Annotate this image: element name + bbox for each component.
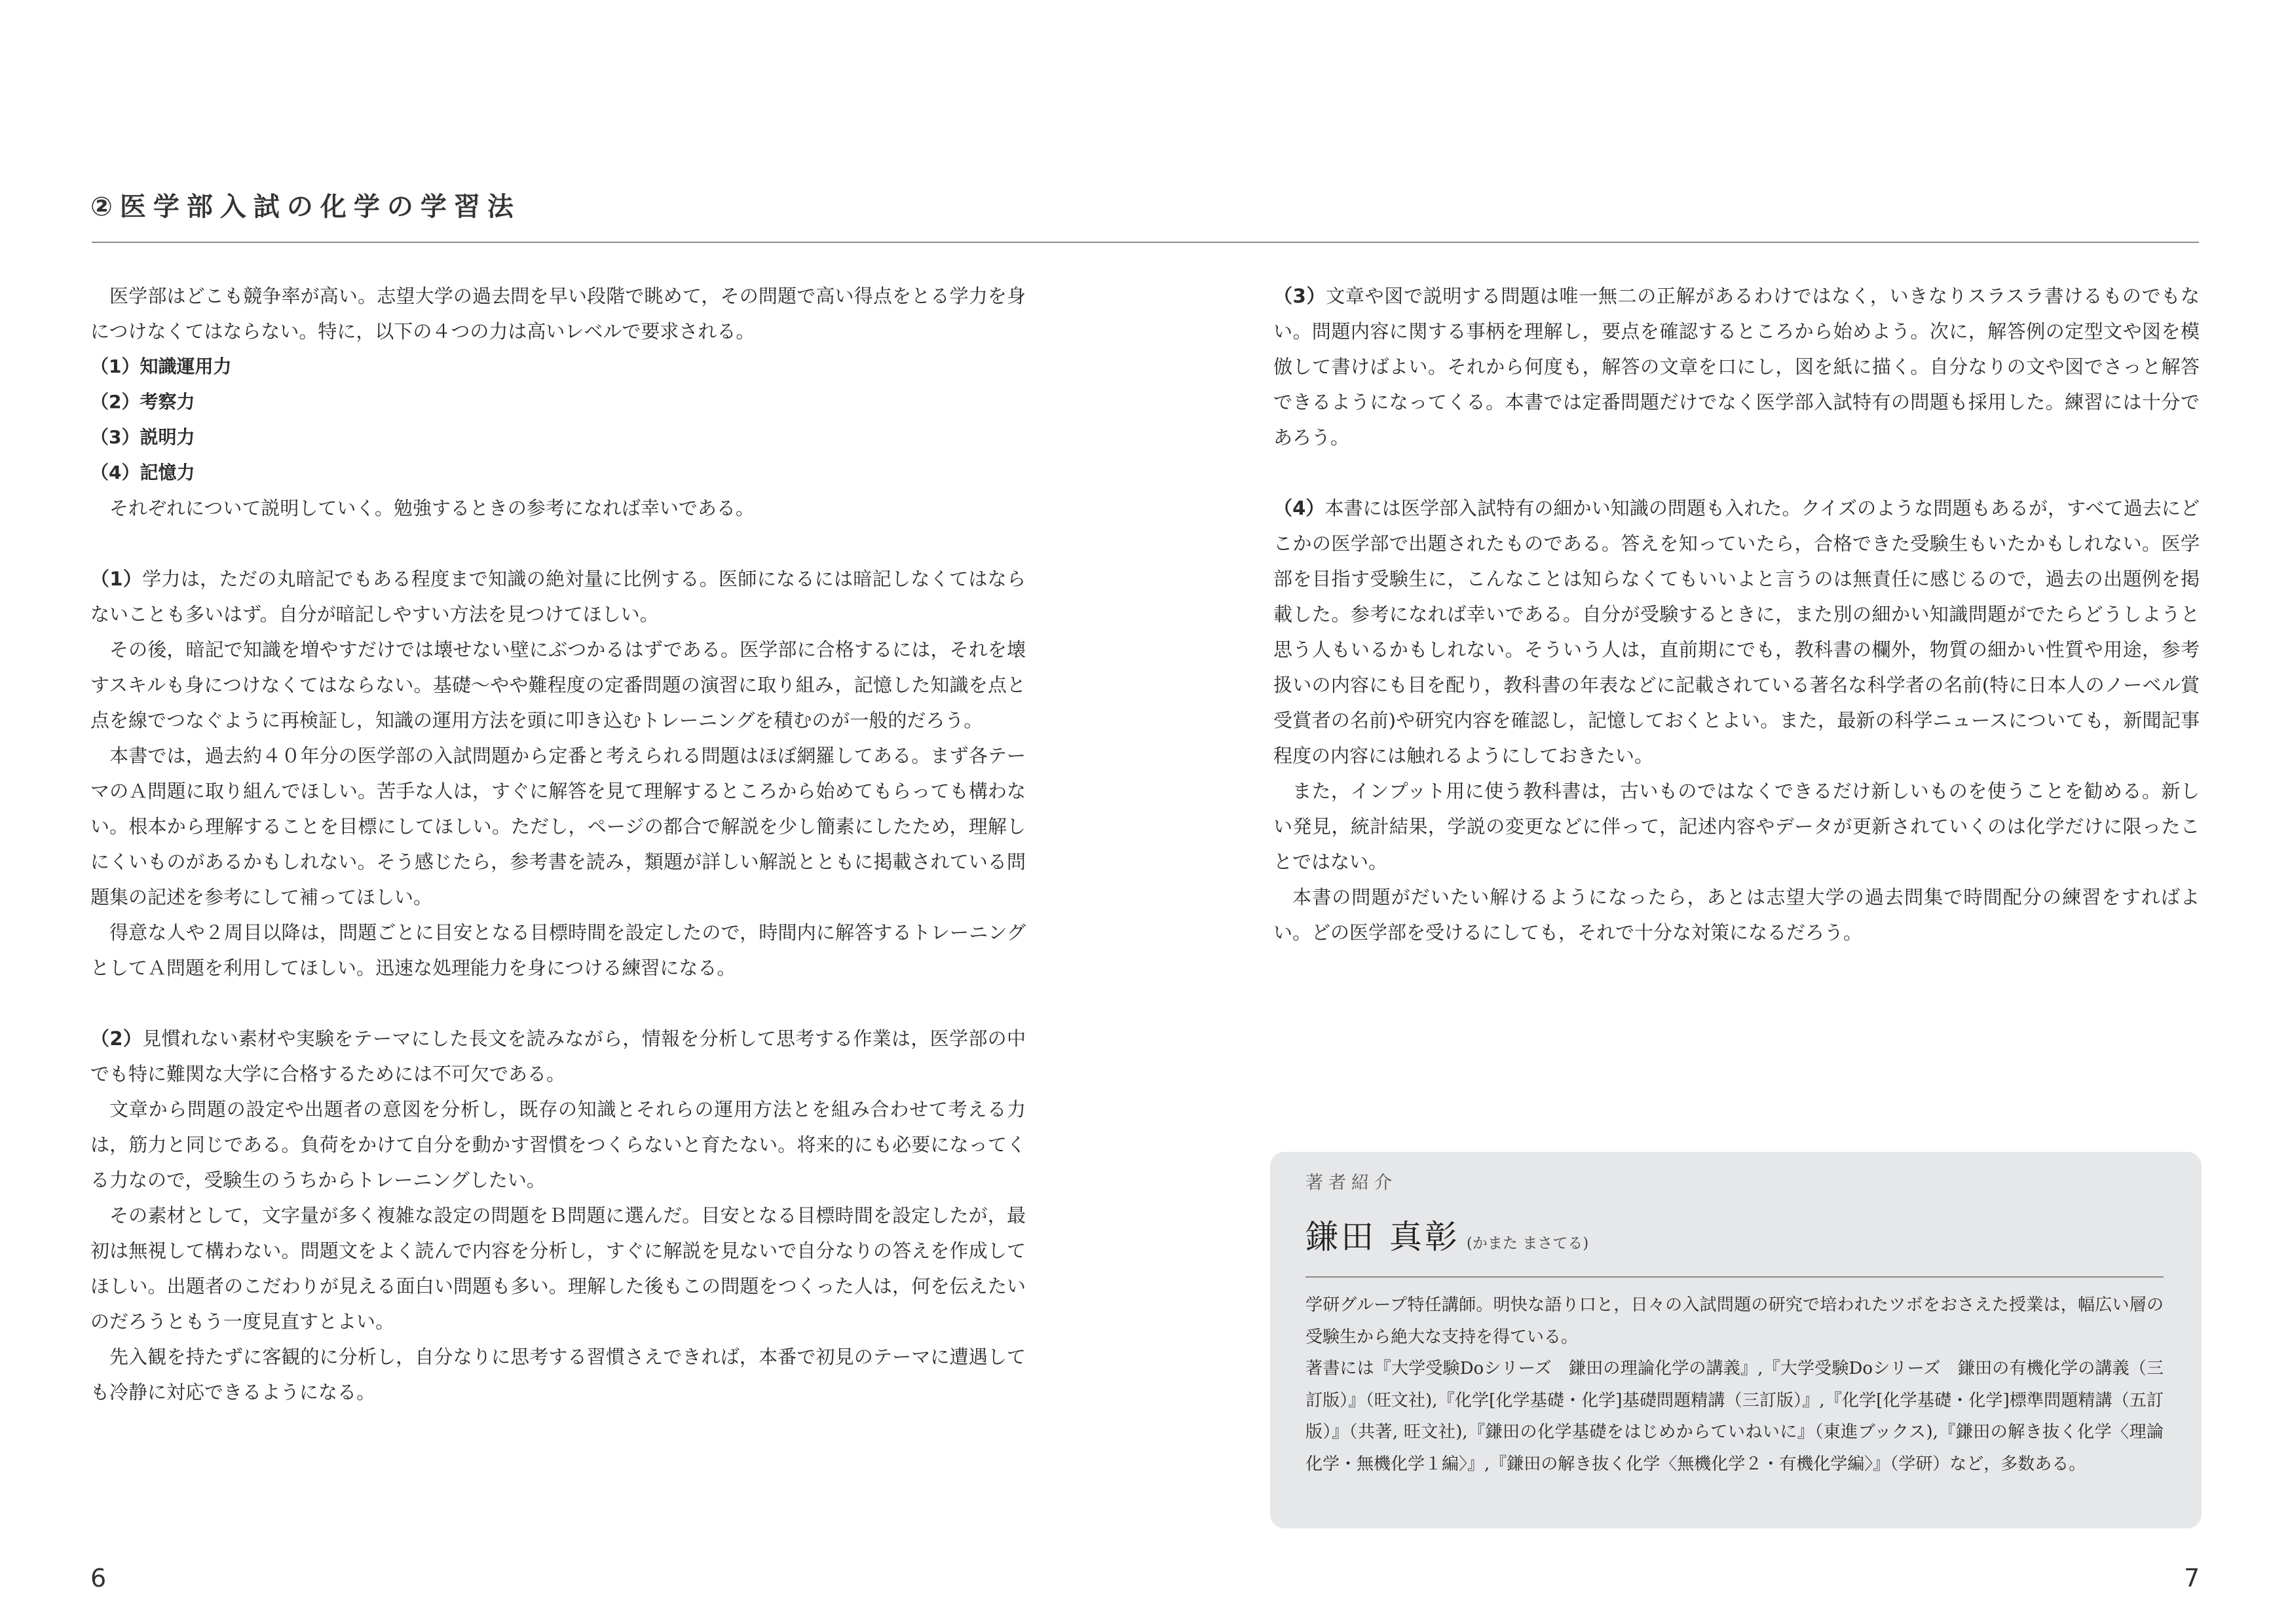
section-1-lead-text: 学力は，ただの丸暗記でもある程度まで知識の絶対量に比例する。医師になるには暗記しなくてはならないことも多いはず。自分が暗記しやすい方法を見つけてほしい。 [90,568,1026,625]
section-4-number: （4） [1273,497,1325,519]
section-2-paragraph-3: その素材として，文字量が多く複雑な設定の問題をＢ問題に選んだ。目安となる目標時間を設定したが，最初は無視して構わない。問題文をよく読んで内容を分析し，すぐに解説を見ないで自分なりの答えを作成してほしい。出題者のこだわりが見える面白い問題も多い。理解した後もこの問題をつくった人は，何を伝えたいのだろうともう一度見直すとよい。 [90,1204,1026,1333]
section-2-number: （2） [90,1027,143,1050]
author-bio-paragraph-1: 学研グループ特任講師。明快な語り口と，日々の入試問題の研究で培われたツボをおさえた授業は，幅広い層の受験生から絶大な支持を得ている。 [1305,1295,2164,1347]
author-bio [1305,1289,2164,1480]
section-3-lead-text: 文章や図で説明する問題は唯一無二の正解があるわけではなく，いきなりスラスラ書けるものでもない。問題内容に関する事柄を理解し，要点を確認するところから始めよう。次に，解答例の定型文や図を模倣して書けばよい。それから何度も，解答の文章を口にし，図を紙に描く。自分なりの文や図でさっと解答できるようになってくる。本書では定番問題だけでなく医学部入試特有の問題も採用した。練習には十分であろう。 [1273,285,2200,449]
author-divider [1305,1276,2164,1278]
after-list-paragraph: それぞれについて説明していく。勉強するときの参考になれば幸いである。 [109,497,755,519]
list-item-2: （2）考察力 [90,391,195,413]
section-2-lead-text: 見慣れない素材や実験をテーマにした長文を読みながら，情報を分析して思考する作業は，医学部の中でも特に難関な大学に合格するためには不可欠である。 [90,1027,1026,1085]
paragraph-gap [90,986,1026,1021]
intro-paragraph: 医学部はどこも競争率が高い。志望大学の過去問を早い段階で眺めて，その問題で高い得点をとる学力を身につけなくてはならない。特に，以下の４つの力は高いレベルで要求される。 [90,285,1026,342]
right-column [1273,278,2200,950]
author-name-row [1305,1211,2164,1258]
paragraph-gap [1273,455,2200,490]
section-4-paragraph-3: 本書の問題がだいたい解けるようになったら，あとは志望大学の過去問集で時間配分の練習をすればよい。どの医学部を受けるにしても，それで十分な対策になるだろう。 [1273,886,2200,944]
author-name-reading: (かまた まさてる) [1466,1235,1589,1252]
section-2-paragraph-2: 文章から問題の設定や出題者の意図を分析し，既存の知識とそれらの運用方法とを組み合わせて考える力は，筋力と同じである。負荷をかけて自分を動かす習慣をつくらないと育たない。将来的にも必要になってくる力なので，受験生のうちからトレーニングしたい。 [90,1098,1026,1191]
list-item-3: （3）説明力 [90,426,195,448]
section-4-lead-text: 本書には医学部入試特有の細かい知識の問題も入れた。クイズのような問題もあるが，すべて過去にどこかの医学部で出題されたものである。答えを知っていたら，合格できた受験生もいたかもしれない。医学部を目指す受験生に，こんなことは知らなくてもいいよと言うのは無責任に感じるので，過去の出題例を掲載した。参考になれば幸いである。自分が受験するときに，また別の細かい知識問題がでたらどうしようと思う人もいるかもしれない。そういう人は，直前期にでも，教科書の欄外，物質の細かい性質や用途，参考扱いの内容にも目を配り，教科書の年表などに記載されている著名な科学者の名前(特に日本人のノーベル賞受賞者の名前)や研究内容を確認し，記憶しておくとよい。また，最新の科学ニュースについても，新聞記事程度の内容には触れるようにしておきたい。 [1273,497,2200,767]
page-number-right: 7 [2184,1564,2200,1593]
section-1-paragraph-2: その後，暗記で知識を増やすだけでは壊せない壁にぶつかるはずである。医学部に合格するには，それを壊すスキルも身につけなくてはならない。基礎〜やや難程度の定番問題の演習に取り組み，記憶した知識を点と点を線でつなぐように再検証し，知識の運用方法を頭に叩き込むトレーニングを積むのが一般的だろう。 [90,638,1026,731]
title-divider [92,242,2199,243]
section-1-lead [90,561,1026,632]
section-1-number: （1） [90,568,143,590]
list-item-1: （1）知識運用力 [90,356,232,377]
section-1-paragraph-4: 得意な人や２周目以降は，問題ごとに目安となる目標時間を設定したので，時間内に解答するトレーニングとしてＡ問題を利用してほしい。迅速な処理能力を身につける練習になる。 [90,921,1026,979]
author-profile-box [1270,1152,2202,1528]
section-4-paragraph-2: また，インプット用に使う教科書は，古いものではなくできるだけ新しいものを使うことを勧める。新しい発見，統計結果，学説の変更などに伴って，記述内容やデータが更新されていくのは化学だけに限ったことではない。 [1273,780,2200,873]
paragraph-gap [90,526,1026,561]
author-name: 鎌田 真彰 [1305,1218,1460,1256]
author-bio-paragraph-2: 著書には『大学受験Doシリーズ 鎌田の理論化学の講義』,『大学受験Doシリーズ 鎌田の有機化学の講義（三訂版）』（旺文社),『化学[化学基礎・化学]基礎問題精講（三訂版）』,『化学[化学基礎・化学]標準問題精講（五訂版）』（共著, 旺文社),『鎌田の化学基礎をはじめからていねいに』（東進ブックス),『鎌田の解き抜く化学〈理論化学・無機化学１編〉』,『鎌田の解き抜く化学〈無機化学２・有機化学編〉』（学研）など，多数ある。 [1305,1359,2164,1474]
section-3-number: （3） [1273,285,1326,307]
section-2-paragraph-4: 先入観を持たずに客観的に分析し，自分なりに思考する習慣さえできれば，本番で初見のテーマに遭遇しても冷静に対応できるようになる。 [90,1346,1026,1403]
page-number-left: 6 [90,1564,107,1593]
section-4-lead [1273,490,2200,773]
section-title: ②医学部入試の化学の学習法 [90,192,521,222]
section-3-lead [1273,278,2200,455]
left-column [90,278,1026,1410]
list-item-4: （4）記憶力 [90,462,195,483]
section-2-lead [90,1021,1026,1092]
section-1-paragraph-3: 本書では，過去約４０年分の医学部の入試問題から定番と考えられる問題はほぼ網羅してある。まず各テーマのＡ問題に取り組んでほしい。苦手な人は，すぐに解答を見て理解するところから始めてもらっても構わない。根本から理解することを目標にしてほしい。ただし，ページの都合で解説を少し簡素にしたため，理解しにくいものがあるかもしれない。そう感じたら，参考書を読み，類題が詳しい解説とともに掲載されている問題集の記述を参考にして補ってほしい。 [90,745,1026,908]
author-heading: 著者紹介 [1305,1173,1397,1193]
